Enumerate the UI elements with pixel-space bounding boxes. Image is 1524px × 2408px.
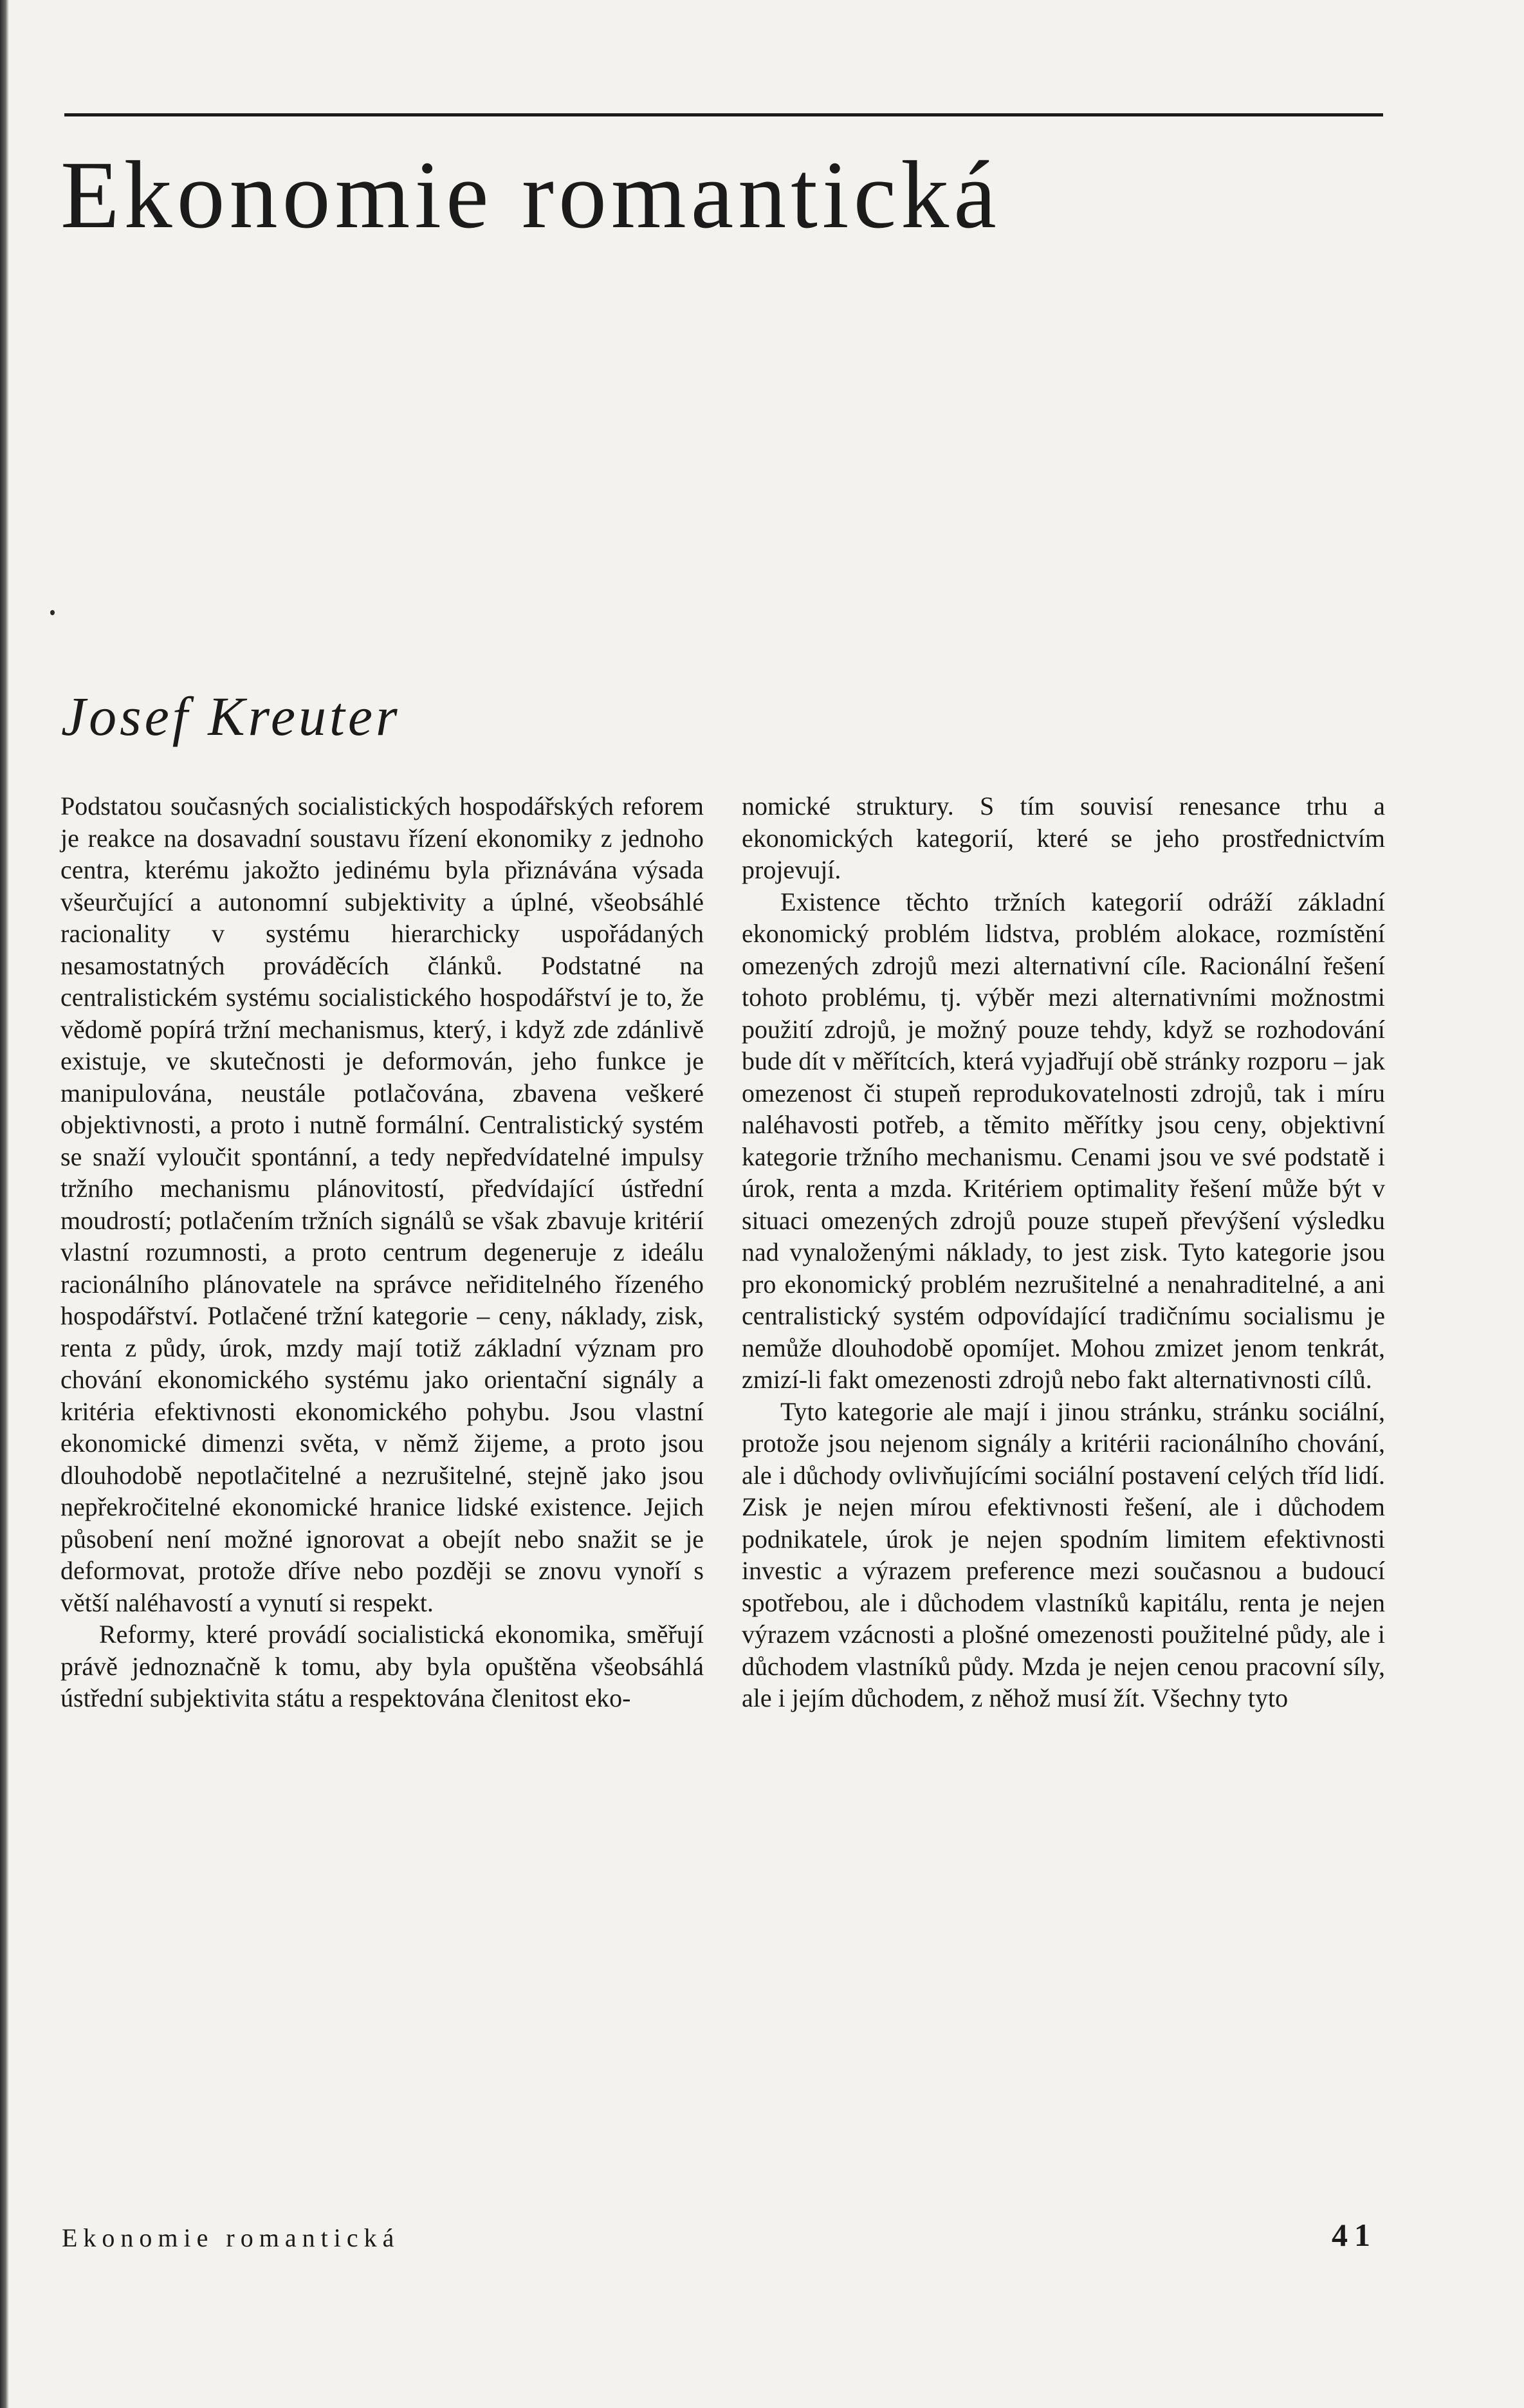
article-title: Ekonomie romantická — [60, 142, 1001, 248]
paragraph: Podstatou současných socialistických hospodářských reforem je reakce na dosavadní soustavu řízení ekonomiky z jednoho centra, kterému jakožto jedinému byla přiznávána výsada všeurčující a autonomní subjektivity a úplné, všeobsáhlé racionality v systému hierarchicky uspořádaných nesamostatných prováděcích článků. Podstatné na centralistickém systému socialistického hospodářství je to, že vědomě popírá tržní mechanismus, který, i když zde zdánlivě existuje, ve skutečnosti je deformován, jeho funkce je manipulována, neustále potlačována, zbavena veškeré objektivnosti, a proto i nutně formální. Centralistický systém se snaží vyloučit spontánní, a tedy nepředvídatelné impulsy tržního mechanismu plánovitostí, předvídající ústřední moudrostí; potlačením tržních signálů se však zbavuje kritérií vlastní rozumnosti, a proto centrum degeneruje z ideálu racionálního plánovatele na správce neřiditelného řízeného hospodářství. Potlačené tržní kategorie – ceny, náklady, zisk, renta z půdy, úrok, mzdy mají totiž základní význam pro chování ekonomického systému jako orientační signály a kritéria efektivnosti ekonomického pohybu. Jsou vlastní ekonomické dimenzi světa, v němž žijeme, a proto jsou dlouhodobě nepotlačitelné a nezrušitelné, stejně jako jsou nepřekročitelné ekonomické hranice lidské existence. Jejich působení není možné ignorovat a obejít nebo snažit se je deformovat, protože dříve nebo později se znovu vynoří s větší naléhavostí a vynutí si respekt. — [60, 792, 704, 1617]
page-number: 41 — [1332, 2217, 1377, 2253]
paragraph: Reformy, které provádí socialistická ekonomika, směřují právě jednoznačně k tomu, aby byla opuštěna všeobsáhlá ústřední subjektivita státu a respektována členitost eko- — [60, 1620, 704, 1712]
running-footer-title: Ekonomie romantická — [62, 2223, 400, 2252]
paragraph: nomické struktury. S tím souvisí renesance trhu a ekonomických kategorií, které se jeho prostřednictvím projevují. — [742, 792, 1385, 884]
paragraph: Existence těchto tržních kategorií odráží základní ekonomický problém lidstva, problém alokace, rozmístění omezených zdrojů mezi alternativní cíle. Racionální řešení tohoto problému, tj. výběr mezi alternativními možnostmi použití zdrojů, je možný pouze tehdy, když se rozhodování bude dít v měřítcích, která vyjadřují obě stránky rozporu – jak omezenost či stupeň reprodukovatelnosti zdrojů, tak i míru naléhavosti potřeb, a těmito měřítky jsou ceny, objektivní kategorie tržního mechanismu. Cenami jsou ve své podstatě i úrok, renta a mzda. Kritériem optimality řešení může být v situaci omezených zdrojů pouze stupeň převýšení výsledku nad vynaloženými náklady, to jest zisk. Tyto kategorie jsou pro ekonomický problém nezrušitelné a nenahraditelné, a ani centralistický systém odpovídající tradičnímu socialismu je nemůže dlouhodobě opomíjet. Mohou zmizet jenom tenkrát, zmizí-li fakt omezenosti zdrojů nebo fakt alternativnosti cílů. — [742, 887, 1385, 1394]
paragraph: Tyto kategorie ale mají i jinou stránku, stránku sociální, protože jsou nejenom signály a kritérii racionálního chování, ale i důchody ovlivňujícími sociální postavení celých tříd lidí. Zisk je nejen mírou efektivnosti řešení, ale i důchodem podnikatele, úrok je nejen spodním limitem efektivnosti investic a výrazem preference mezi současnou a budoucí spotřebou, ale i důchodem vlastníků kapitálu, renta je nejen výrazem vzácnosti a plošné omezenosti použitelné půdy, ale i důchodem vlastníků půdy. Mzda je nejen cenou pracovní síly, ale i jejím důchodem, z něhož musí žít. Všechny tyto — [742, 1396, 1385, 1712]
left-text-column — [60, 790, 704, 1714]
print-speck — [50, 610, 55, 615]
page-binding-edge — [0, 0, 9, 2408]
top-rule — [64, 113, 1383, 116]
right-text-column — [742, 790, 1385, 1714]
author-name: Josef Kreuter — [61, 685, 401, 747]
